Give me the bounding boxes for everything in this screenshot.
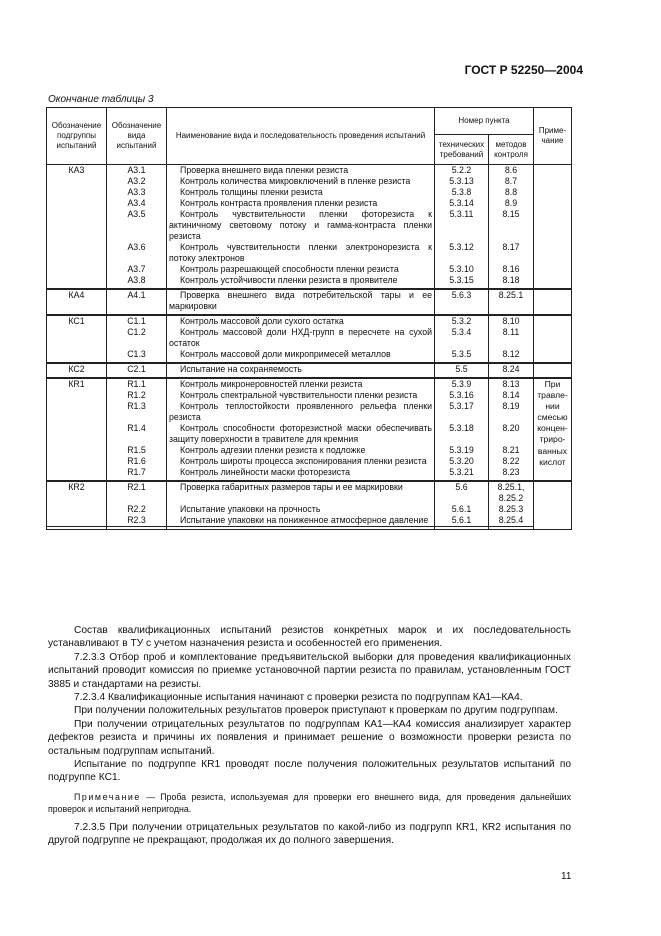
- tech-clause-cell: 5.3.13: [435, 176, 489, 187]
- method-clause-cell: 8.17: [489, 242, 534, 264]
- test-id-cell: R1.6: [107, 456, 167, 467]
- method-clause-cell: 8.20: [489, 423, 534, 445]
- tech-clause-cell: 5.3.11: [435, 209, 489, 242]
- spacer-cell: [47, 527, 107, 530]
- test-id-cell: А3.2: [107, 176, 167, 187]
- test-id-cell: R1.2: [107, 390, 167, 401]
- method-clause-cell: 8.25.1, 8.25.2: [489, 481, 534, 504]
- tech-clause-cell: 5.3.17: [435, 401, 489, 423]
- table-row: [47, 315, 572, 327]
- tech-clause-cell: 5.3.14: [435, 198, 489, 209]
- tech-clause-cell: 5.6: [435, 481, 489, 504]
- test-name-cell: Контроль линейности маски фоторезиста: [167, 467, 435, 478]
- test-name-cell: Контроль спектральной чувствительности пленки резиста: [167, 390, 435, 401]
- subgroup-cell: [47, 456, 107, 467]
- test-id-cell: R1.4: [107, 423, 167, 445]
- spacer-cell: [489, 527, 534, 530]
- table-row: [47, 456, 572, 467]
- method-clause-cell: 8.7: [489, 176, 534, 187]
- test-id-cell: А3.3: [107, 187, 167, 198]
- table-row: [47, 423, 572, 445]
- test-name-cell: Контроль массовой доли микропримесей металлов: [167, 349, 435, 360]
- method-clause-cell: 8.14: [489, 390, 534, 401]
- table-row: [47, 176, 572, 187]
- table-caption: Окончание таблицы 3: [48, 94, 154, 105]
- subgroup-cell: [47, 327, 107, 349]
- table-row: [47, 198, 572, 209]
- note-cell: [534, 289, 572, 312]
- table-row: [47, 401, 572, 423]
- header-method: методов контроля: [489, 135, 534, 165]
- test-id-cell: R2.2: [107, 504, 167, 515]
- tech-clause-cell: 5.3.18: [435, 423, 489, 445]
- subgroup-cell: КС1: [47, 315, 107, 327]
- standard-designation: ГОСТ Р 52250—2004: [464, 63, 583, 77]
- subgroup-cell: [47, 242, 107, 264]
- paragraph-2: 7.2.3.3 Отбор проб и комплектование предъявительской выборки для проведения квалификационных испытаний проводит комиссия по приемке установочной партии резиста по правилам, установленным ГОСТ 3885 и стандартами на резисты.: [48, 651, 571, 690]
- test-id-cell: С1.3: [107, 349, 167, 360]
- test-id-cell: А3.7: [107, 264, 167, 275]
- method-clause-cell: 8.16: [489, 264, 534, 275]
- test-name-cell: Контроль устойчивости пленки резиста в проявителе: [167, 275, 435, 286]
- header-tech: технических требований: [435, 135, 489, 165]
- note-cell: [534, 165, 572, 287]
- table-row: [47, 378, 572, 390]
- tech-clause-cell: 5.3.19: [435, 445, 489, 456]
- method-clause-cell: 8.9: [489, 198, 534, 209]
- table-row: [47, 209, 572, 242]
- method-clause-cell: 8.23: [489, 467, 534, 478]
- tech-clause-cell: 5.3.8: [435, 187, 489, 198]
- test-name-cell: Контроль теплостойкости проявленного рельефа пленки резиста: [167, 401, 435, 423]
- tech-clause-cell: 5.6.1: [435, 515, 489, 527]
- test-id-cell: А3.4: [107, 198, 167, 209]
- table-body: [47, 165, 572, 530]
- subgroup-cell: КR2: [47, 481, 107, 504]
- tech-clause-cell: 5.3.2: [435, 315, 489, 327]
- spacer-cell: [107, 527, 167, 530]
- test-id-cell: А4.1: [107, 289, 167, 312]
- subgroup-cell: [47, 390, 107, 401]
- group-spacer: [47, 527, 572, 530]
- test-id-cell: R1.5: [107, 445, 167, 456]
- table-row: [47, 327, 572, 349]
- table-row: [47, 363, 572, 375]
- subgroup-cell: [47, 467, 107, 478]
- table-row: [47, 390, 572, 401]
- subgroup-cell: [47, 176, 107, 187]
- paragraph-5: При получении отрицательных результатов по подгруппам КА1—КА4 комиссия анализирует характер дефектов резиста и причины их появления и принимает решение о возможности проверки резиста по остальным подгруппам испытаний.: [48, 718, 571, 757]
- tech-clause-cell: 5.3.9: [435, 378, 489, 390]
- test-name-cell: Контроль адгезии пленки резиста к подложке: [167, 445, 435, 456]
- test-name-cell: Испытание упаковки на прочность: [167, 504, 435, 515]
- table-row: [47, 504, 572, 515]
- method-clause-cell: 8.6: [489, 165, 534, 177]
- subgroup-cell: [47, 275, 107, 286]
- note-cell: [534, 481, 572, 527]
- test-name-cell: Проверка габаритных размеров тары и ее маркировки: [167, 481, 435, 504]
- subgroup-cell: КС2: [47, 363, 107, 375]
- method-clause-cell: 8.11: [489, 327, 534, 349]
- subgroup-cell: [47, 445, 107, 456]
- table-row: [47, 445, 572, 456]
- tech-clause-cell: 5.3.15: [435, 275, 489, 286]
- subgroup-cell: [47, 349, 107, 360]
- header-clause: Номер пункта: [435, 108, 534, 135]
- test-id-cell: R1.1: [107, 378, 167, 390]
- test-id-cell: R1.7: [107, 467, 167, 478]
- tech-clause-cell: 5.3.4: [435, 327, 489, 349]
- test-id-cell: А3.8: [107, 275, 167, 286]
- header-name: Наименование вида и последовательность проведения испытаний: [167, 108, 435, 165]
- method-clause-cell: 8.13: [489, 378, 534, 390]
- header-type: Обозначение вида испытаний: [107, 108, 167, 165]
- method-clause-cell: 8.19: [489, 401, 534, 423]
- method-clause-cell: 8.12: [489, 349, 534, 360]
- test-name-cell: Проверка внешнего вида пленки резиста: [167, 165, 435, 177]
- subgroup-cell: [47, 401, 107, 423]
- method-clause-cell: 8.18: [489, 275, 534, 286]
- test-id-cell: С2.1: [107, 363, 167, 375]
- tech-clause-cell: 5.5: [435, 363, 489, 375]
- subgroup-cell: КА3: [47, 165, 107, 177]
- tech-clause-cell: 5.3.21: [435, 467, 489, 478]
- subgroup-cell: [47, 504, 107, 515]
- paragraph-6: Испытание по подгруппе КR1 проводят после получения положительных результатов испытаний по подгруппе КС1.: [48, 759, 571, 784]
- table-row: [47, 264, 572, 275]
- tech-clause-cell: 5.6.1: [435, 504, 489, 515]
- test-name-cell: Контроль толщины пленки резиста: [167, 187, 435, 198]
- test-name-cell: Испытание на сохраняемость: [167, 363, 435, 375]
- test-name-cell: Контроль разрешающей способности пленки резиста: [167, 264, 435, 275]
- note-cell: [534, 315, 572, 360]
- note-label: Примечание: [74, 791, 141, 802]
- test-id-cell: R1.3: [107, 401, 167, 423]
- method-clause-cell: 8.25.1: [489, 289, 534, 312]
- tech-clause-cell: 5.3.10: [435, 264, 489, 275]
- subgroup-cell: [47, 209, 107, 242]
- table-row: [47, 481, 572, 504]
- test-name-cell: Контроль массовой доли НХД-групп в пересчете на сухой остаток: [167, 327, 435, 349]
- spacer-cell: [167, 527, 435, 530]
- subgroup-cell: КR1: [47, 378, 107, 390]
- paragraph-7: 7.2.3.5 При получении отрицательных результатов по какой-либо из подгрупп КR1, КR2 испытания по другой подгруппе не прекращают, продолжая их до полного завершения.: [48, 821, 571, 847]
- test-id-cell: R2.1: [107, 481, 167, 504]
- method-clause-cell: 8.15: [489, 209, 534, 242]
- table-row: [47, 467, 572, 478]
- subgroup-cell: [47, 264, 107, 275]
- test-name-cell: Контроль чувствительности пленки фоторезиста к актиничному световому потоку и гамма-контраста пленки резиста: [167, 209, 435, 242]
- test-name-cell: Контроль массовой доли сухого остатка: [167, 315, 435, 327]
- tech-clause-cell: 5.3.20: [435, 456, 489, 467]
- tech-clause-cell: 5.2.2: [435, 165, 489, 177]
- test-name-cell: Контроль способности фоторезистной маски обеспечивать защиту поверхности в травителе для кремния: [167, 423, 435, 445]
- note-cell: При травле-нии смесью концен-триро-ванных кислот: [534, 378, 572, 478]
- test-name-cell: Контроль широты процесса экспонирования пленки резиста: [167, 456, 435, 467]
- method-clause-cell: 8.10: [489, 315, 534, 327]
- test-id-cell: А3.1: [107, 165, 167, 177]
- table-row: [47, 165, 572, 177]
- test-name-cell: Проверка внешнего вида потребительской тары и ее маркировки: [167, 289, 435, 312]
- test-name-cell: Контроль количества микровключений в пленке резиста: [167, 176, 435, 187]
- method-clause-cell: 8.22: [489, 456, 534, 467]
- test-id-cell: С1.1: [107, 315, 167, 327]
- method-clause-cell: 8.21: [489, 445, 534, 456]
- table-row: [47, 289, 572, 312]
- paragraph-1: Состав квалификационных испытаний резистов конкретных марок и их последовательность устанавливают в ТУ с учетом назначения резиста и особенностей его применения.: [48, 625, 571, 650]
- tech-clause-cell: 5.6.3: [435, 289, 489, 312]
- spacer-cell: [534, 527, 572, 530]
- table-row: [47, 275, 572, 286]
- body-text: [48, 624, 571, 848]
- spacer-cell: [435, 527, 489, 530]
- subgroup-cell: [47, 198, 107, 209]
- test-name-cell: Контроль чувствительности пленки электронорезиста к потоку электронов: [167, 242, 435, 264]
- table-row: [47, 242, 572, 264]
- subgroup-cell: [47, 515, 107, 527]
- subgroup-cell: КА4: [47, 289, 107, 312]
- table-row: [47, 515, 572, 527]
- tech-clause-cell: 5.3.5: [435, 349, 489, 360]
- table-row: [47, 349, 572, 360]
- note: [48, 791, 571, 815]
- test-id-cell: А3.5: [107, 209, 167, 242]
- test-name-cell: Контроль микронеровностей пленки резиста: [167, 378, 435, 390]
- method-clause-cell: 8.25.3: [489, 504, 534, 515]
- qualification-tests-table: [46, 107, 572, 530]
- table-row: [47, 187, 572, 198]
- test-name-cell: Испытание упаковки на пониженное атмосферное давление: [167, 515, 435, 527]
- test-id-cell: С1.2: [107, 327, 167, 349]
- header-subgroup: Обозначение подгруппы испытаний: [47, 108, 107, 165]
- test-name-cell: Контроль контраста проявления пленки резиста: [167, 198, 435, 209]
- paragraph-3: 7.2.3.4 Квалификационные испытания начинают с проверки резиста по подгруппам КА1—КА4.: [74, 692, 523, 704]
- method-clause-cell: 8.8: [489, 187, 534, 198]
- test-id-cell: R2.3: [107, 515, 167, 527]
- note-cell: [534, 363, 572, 375]
- method-clause-cell: 8.24: [489, 363, 534, 375]
- note-text: — Проба резиста, используемая для проверки его внешнего вида, для проведения дальнейших проверок и испытаний непригодна.: [48, 791, 571, 814]
- tech-clause-cell: 5.3.12: [435, 242, 489, 264]
- subgroup-cell: [47, 187, 107, 198]
- paragraph-4: При получении положительных результатов проверок приступают к проверкам по другим подгруппам.: [74, 705, 558, 717]
- test-id-cell: А3.6: [107, 242, 167, 264]
- header-note: Приме-чание: [534, 108, 572, 165]
- tech-clause-cell: 5.3.16: [435, 390, 489, 401]
- method-clause-cell: 8.25.4: [489, 515, 534, 527]
- page-number: 11: [561, 871, 572, 882]
- subgroup-cell: [47, 423, 107, 445]
